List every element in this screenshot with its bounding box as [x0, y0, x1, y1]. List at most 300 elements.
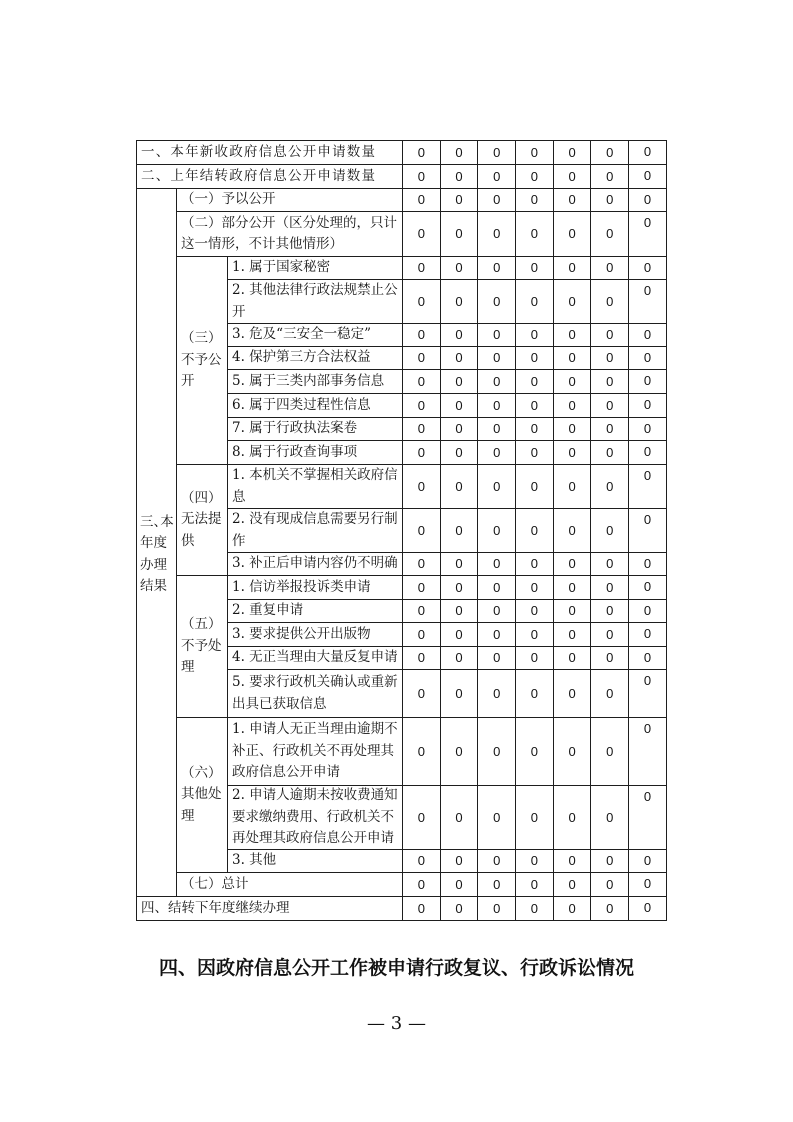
value-cell-text: 0 — [530, 650, 539, 665]
value-cell — [591, 576, 629, 600]
value-cell-text: 0 — [455, 853, 463, 868]
value-cell-text: 0 — [493, 853, 501, 868]
item-label — [228, 509, 403, 553]
value-cell — [554, 141, 592, 165]
value-cell — [629, 718, 667, 786]
value-cell-text: 0 — [455, 579, 463, 595]
item-label-text: 1. 本机关不掌握相关政府信息 — [232, 467, 398, 505]
value-cell — [516, 370, 554, 394]
value-cell-text: 0 — [643, 168, 652, 183]
value-cell-text: 0 — [417, 444, 425, 460]
value-cell — [591, 718, 629, 786]
value-cell-text: 0 — [493, 522, 501, 538]
value-cell — [629, 647, 667, 670]
value-cell — [478, 347, 516, 370]
item-label-text: 1. 属于国家秘密 — [232, 259, 331, 276]
value-cell — [516, 394, 554, 418]
value-cell — [516, 670, 554, 718]
value-cell-text: 0 — [530, 743, 539, 759]
value-cell-text: 0 — [568, 421, 576, 436]
value-cell — [403, 347, 441, 370]
value-cell-text: 0 — [530, 900, 539, 916]
value-cell — [629, 394, 667, 418]
value-cell-text: 0 — [643, 579, 652, 594]
value-cell-text: 0 — [643, 468, 652, 483]
value-cell — [629, 553, 667, 576]
value-cell — [629, 786, 667, 850]
value-cell-text: 0 — [417, 226, 425, 241]
value-cell — [629, 324, 667, 347]
value-cell — [403, 670, 441, 718]
value-cell — [403, 189, 441, 212]
value-cell — [403, 576, 441, 600]
value-cell-text: 0 — [568, 579, 576, 595]
value-cell — [441, 576, 479, 600]
value-cell-text: 0 — [530, 685, 539, 701]
value-cell-text: 0 — [530, 478, 539, 494]
value-cell — [629, 418, 667, 441]
value-cell-text: 0 — [455, 192, 463, 207]
value-cell-text: 0 — [417, 293, 425, 309]
value-cell — [403, 509, 441, 553]
value-cell — [591, 553, 629, 576]
value-cell-text: 0 — [455, 397, 463, 413]
item-label-text: 5. 属于三类内部事务信息 — [232, 372, 385, 389]
value-cell — [629, 670, 667, 718]
value-cell — [591, 394, 629, 418]
value-cell — [403, 212, 441, 257]
value-cell — [478, 623, 516, 647]
value-cell — [554, 347, 592, 370]
value-cell-text: 0 — [493, 373, 501, 389]
row-label-text: 四、结转下年度继续办理 — [141, 899, 290, 916]
item-label — [228, 394, 403, 418]
value-cell — [403, 324, 441, 347]
value-cell-text: 0 — [417, 144, 425, 160]
value-cell-text: 0 — [606, 522, 614, 538]
row-label — [137, 897, 403, 921]
value-cell — [554, 786, 592, 850]
value-cell-text: 0 — [493, 579, 501, 595]
item-label-text: 3. 危及“三安全一稳定” — [232, 326, 371, 343]
category-label — [177, 576, 228, 718]
value-cell-text: 0 — [606, 853, 614, 868]
value-cell-text: 0 — [455, 226, 463, 241]
value-cell — [478, 324, 516, 347]
value-cell — [629, 850, 667, 873]
value-cell-text: 0 — [606, 327, 614, 342]
value-cell-text: 0 — [643, 327, 652, 342]
value-cell-text: 0 — [606, 556, 614, 571]
value-cell-text: 0 — [417, 260, 425, 275]
value-cell — [516, 280, 554, 324]
value-cell-text: 0 — [568, 743, 576, 759]
value-cell-text: 0 — [606, 293, 614, 309]
value-cell-text: 0 — [455, 900, 463, 916]
value-cell — [591, 850, 629, 873]
item-label — [228, 257, 403, 280]
value-cell — [629, 141, 667, 165]
value-cell-text: 0 — [455, 373, 463, 389]
item-label — [228, 718, 403, 786]
value-cell-text: 0 — [493, 421, 501, 436]
value-cell — [554, 418, 592, 441]
value-cell-text: 0 — [568, 685, 576, 701]
value-cell-text: 0 — [606, 373, 614, 389]
value-cell-text: 0 — [643, 421, 652, 436]
value-cell-text: 0 — [568, 650, 576, 665]
item-label-text: 1. 信访举报投诉类申请 — [232, 578, 371, 595]
value-cell-text: 0 — [606, 192, 614, 207]
category-label — [177, 873, 403, 897]
value-cell — [516, 465, 554, 509]
value-cell-text: 0 — [455, 650, 463, 665]
value-cell — [478, 873, 516, 897]
value-cell-text: 0 — [493, 327, 501, 342]
value-cell-text: 0 — [606, 350, 614, 365]
value-cell — [629, 189, 667, 212]
value-cell — [591, 212, 629, 257]
value-cell-text: 0 — [530, 603, 539, 618]
value-cell — [441, 165, 479, 189]
value-cell — [591, 257, 629, 280]
value-cell-text: 0 — [417, 876, 425, 892]
value-cell-text: 0 — [643, 853, 652, 868]
value-cell — [629, 212, 667, 257]
item-label-text: 2. 没有现成信息需要另行制作 — [232, 511, 398, 549]
value-cell — [629, 509, 667, 553]
value-cell-text: 0 — [606, 685, 614, 701]
value-cell-text: 0 — [606, 144, 614, 160]
value-cell — [403, 647, 441, 670]
value-cell-text: 0 — [455, 444, 463, 460]
value-cell — [478, 370, 516, 394]
value-cell — [554, 441, 592, 465]
value-cell-text: 0 — [417, 900, 425, 916]
value-cell — [516, 141, 554, 165]
section-heading: 四、因政府信息公开工作被申请行政复议、行政诉讼情况 — [158, 957, 634, 979]
value-cell-text: 0 — [417, 650, 425, 665]
value-cell-text: 0 — [530, 444, 539, 460]
value-cell-text: 0 — [568, 350, 576, 365]
category-label-text: （一）予以公开 — [181, 191, 276, 208]
value-cell-text: 0 — [455, 603, 463, 618]
category-label-text: （七）总计 — [181, 875, 249, 892]
row-label-text: 一、本年新收政府信息公开申请数量 — [141, 143, 377, 160]
value-cell — [403, 257, 441, 280]
value-cell — [403, 280, 441, 324]
value-cell — [403, 850, 441, 873]
value-cell — [403, 786, 441, 850]
disclosure-results-table — [136, 140, 667, 921]
value-cell-text: 0 — [643, 397, 652, 412]
value-cell-text: 0 — [493, 226, 501, 241]
value-cell — [441, 394, 479, 418]
value-cell — [591, 189, 629, 212]
item-label-text: 2. 其他法律行政法规禁止公开 — [232, 282, 398, 320]
value-cell-text: 0 — [417, 556, 425, 571]
value-cell-text: 0 — [530, 327, 539, 342]
value-cell-text: 0 — [568, 522, 576, 538]
value-cell — [478, 418, 516, 441]
value-cell-text: 0 — [606, 876, 614, 892]
item-label — [228, 623, 403, 647]
value-cell-text: 0 — [530, 144, 539, 160]
value-cell-text: 0 — [643, 144, 652, 159]
value-cell-text: 0 — [643, 192, 652, 207]
value-cell-text: 0 — [417, 421, 425, 436]
value-cell-text: 0 — [568, 556, 576, 571]
value-cell-text: 0 — [493, 192, 501, 207]
value-cell — [516, 441, 554, 465]
item-label-text: 2. 申请人逾期未按收费通知要求缴纳费用、行政机关不再处理其政府信息公开申请 — [232, 787, 398, 847]
value-cell-text: 0 — [643, 721, 652, 736]
value-cell-text: 0 — [455, 556, 463, 571]
value-cell — [478, 647, 516, 670]
value-cell — [554, 465, 592, 509]
value-cell — [441, 897, 479, 921]
value-cell-text: 0 — [455, 478, 463, 494]
value-cell-text: 0 — [606, 626, 614, 642]
value-cell-text: 0 — [530, 260, 539, 275]
category-label — [177, 718, 228, 873]
value-cell-text: 0 — [568, 900, 576, 916]
value-cell-text: 0 — [643, 350, 652, 365]
value-cell-text: 0 — [455, 327, 463, 342]
value-cell — [478, 212, 516, 257]
value-cell — [554, 647, 592, 670]
value-cell-text: 0 — [417, 478, 425, 494]
item-label — [228, 465, 403, 509]
value-cell-text: 0 — [643, 444, 652, 459]
category-label-text: （二）部分公开（区分处理的，只计这一情形，不计其他情形） — [181, 214, 397, 252]
value-cell-text: 0 — [417, 603, 425, 618]
item-label-text: 4. 无正当理由大量反复申请 — [232, 649, 398, 666]
item-label — [228, 576, 403, 600]
value-cell-text: 0 — [455, 144, 463, 160]
value-cell-text: 0 — [530, 350, 539, 365]
value-cell — [441, 370, 479, 394]
value-cell-text: 0 — [530, 522, 539, 538]
item-label — [228, 600, 403, 623]
value-cell-text: 0 — [417, 626, 425, 642]
value-cell-text: 0 — [493, 743, 501, 759]
item-label-text: 4. 保护第三方合法权益 — [232, 349, 371, 366]
value-cell-text: 0 — [417, 168, 425, 184]
value-cell — [554, 718, 592, 786]
value-cell — [591, 897, 629, 921]
value-cell-text: 0 — [417, 522, 425, 538]
value-cell — [478, 189, 516, 212]
item-label-text: 3. 补正后申请内容仍不明确 — [232, 555, 398, 572]
value-cell — [554, 850, 592, 873]
value-cell — [516, 850, 554, 873]
value-cell-text: 0 — [455, 743, 463, 759]
item-label — [228, 324, 403, 347]
value-cell-text: 0 — [493, 603, 501, 618]
category-label — [177, 212, 403, 257]
value-cell — [554, 670, 592, 718]
value-cell — [591, 670, 629, 718]
value-cell-text: 0 — [417, 579, 425, 595]
value-cell-text: 0 — [643, 900, 652, 915]
value-cell — [441, 141, 479, 165]
value-cell-text: 0 — [530, 579, 539, 595]
value-cell-text: 0 — [417, 373, 425, 389]
value-cell-text: 0 — [568, 168, 576, 184]
item-label — [228, 850, 403, 873]
value-cell — [403, 718, 441, 786]
item-label-text: 5. 要求行政机关确认或重新出具已获取信息 — [232, 674, 398, 712]
value-cell-text: 0 — [493, 556, 501, 571]
value-cell-text: 0 — [417, 853, 425, 868]
value-cell — [403, 465, 441, 509]
category-label — [177, 465, 228, 576]
value-cell — [516, 553, 554, 576]
value-cell-text: 0 — [493, 650, 501, 665]
item-label — [228, 670, 403, 718]
value-cell — [629, 165, 667, 189]
item-label-text: 3. 要求提供公开出版物 — [232, 625, 371, 642]
value-cell — [441, 212, 479, 257]
value-cell — [478, 600, 516, 623]
value-cell-text: 0 — [606, 478, 614, 494]
value-cell-text: 0 — [568, 853, 576, 868]
value-cell — [478, 509, 516, 553]
value-cell — [478, 257, 516, 280]
value-cell-text: 0 — [530, 556, 539, 571]
item-label — [228, 647, 403, 670]
item-label-text: 3. 其他 — [232, 852, 277, 869]
value-cell-text: 0 — [606, 444, 614, 460]
value-cell — [591, 786, 629, 850]
value-cell — [478, 897, 516, 921]
value-cell — [629, 623, 667, 647]
value-cell-text: 0 — [643, 260, 652, 275]
value-cell — [629, 465, 667, 509]
value-cell-text: 0 — [606, 603, 614, 618]
value-cell — [478, 786, 516, 850]
value-cell — [441, 873, 479, 897]
value-cell-text: 0 — [493, 478, 501, 494]
value-cell-text: 0 — [568, 260, 576, 275]
value-cell-text: 0 — [606, 809, 614, 825]
value-cell — [629, 370, 667, 394]
value-cell — [403, 165, 441, 189]
value-cell-text: 0 — [455, 293, 463, 309]
value-cell-text: 0 — [643, 626, 652, 641]
value-cell — [403, 441, 441, 465]
value-cell-text: 0 — [455, 876, 463, 892]
value-cell — [516, 786, 554, 850]
value-cell — [478, 670, 516, 718]
value-cell-text: 0 — [417, 743, 425, 759]
value-cell-text: 0 — [530, 293, 539, 309]
item-label-text: 1. 申请人无正当理由逾期不补正、行政机关不再处理其政府信息公开申请 — [232, 721, 398, 781]
value-cell-text: 0 — [455, 421, 463, 436]
value-cell — [441, 418, 479, 441]
value-cell-text: 0 — [530, 397, 539, 413]
value-cell — [478, 141, 516, 165]
value-cell-text: 0 — [568, 603, 576, 618]
value-cell-text: 0 — [568, 192, 576, 207]
value-cell-text: 0 — [530, 809, 539, 825]
value-cell — [591, 509, 629, 553]
value-cell-text: 0 — [417, 685, 425, 701]
value-cell-text: 0 — [455, 350, 463, 365]
value-cell — [629, 897, 667, 921]
value-cell — [554, 257, 592, 280]
value-cell — [591, 370, 629, 394]
value-cell-text: 0 — [455, 522, 463, 538]
value-cell — [403, 394, 441, 418]
value-cell-text: 0 — [643, 650, 652, 665]
value-cell — [441, 647, 479, 670]
value-cell — [441, 465, 479, 509]
value-cell — [554, 873, 592, 897]
value-cell-text: 0 — [606, 168, 614, 184]
value-cell — [441, 623, 479, 647]
value-cell — [591, 647, 629, 670]
value-cell-text: 0 — [643, 556, 652, 571]
value-cell — [554, 600, 592, 623]
value-cell-text: 0 — [643, 373, 652, 388]
value-cell — [478, 576, 516, 600]
value-cell-text: 0 — [493, 144, 501, 160]
category-label — [177, 257, 228, 465]
value-cell — [516, 165, 554, 189]
value-cell — [591, 324, 629, 347]
value-cell-text: 0 — [493, 397, 501, 413]
item-label — [228, 347, 403, 370]
value-cell — [554, 394, 592, 418]
value-cell — [403, 873, 441, 897]
value-cell-text: 0 — [530, 168, 539, 184]
value-cell-text: 0 — [606, 743, 614, 759]
value-cell — [554, 623, 592, 647]
value-cell-text: 0 — [530, 192, 539, 207]
value-cell — [554, 212, 592, 257]
value-cell — [441, 600, 479, 623]
value-cell-text: 0 — [493, 260, 501, 275]
value-cell-text: 0 — [493, 876, 501, 892]
value-cell-text: 0 — [493, 809, 501, 825]
value-cell — [516, 647, 554, 670]
value-cell — [441, 718, 479, 786]
value-cell — [403, 370, 441, 394]
item-label — [228, 280, 403, 324]
value-cell — [441, 441, 479, 465]
value-cell — [591, 873, 629, 897]
value-cell — [629, 257, 667, 280]
value-cell — [516, 873, 554, 897]
value-cell-text: 0 — [493, 293, 501, 309]
value-cell-text: 0 — [417, 809, 425, 825]
item-label-text: 8. 属于行政查询事项 — [232, 443, 358, 460]
value-cell — [591, 165, 629, 189]
value-cell — [629, 600, 667, 623]
category-label-text: （五）不予处理 — [181, 616, 222, 676]
value-cell — [403, 600, 441, 623]
value-cell-text: 0 — [530, 226, 539, 241]
item-label-text: 2. 重复申请 — [232, 602, 304, 619]
row-label — [137, 165, 403, 189]
category-label — [177, 189, 403, 212]
value-cell-text: 0 — [530, 853, 539, 868]
value-cell-text: 0 — [643, 215, 652, 230]
category-label-text: （六）其他处理 — [181, 764, 222, 824]
value-cell — [403, 897, 441, 921]
